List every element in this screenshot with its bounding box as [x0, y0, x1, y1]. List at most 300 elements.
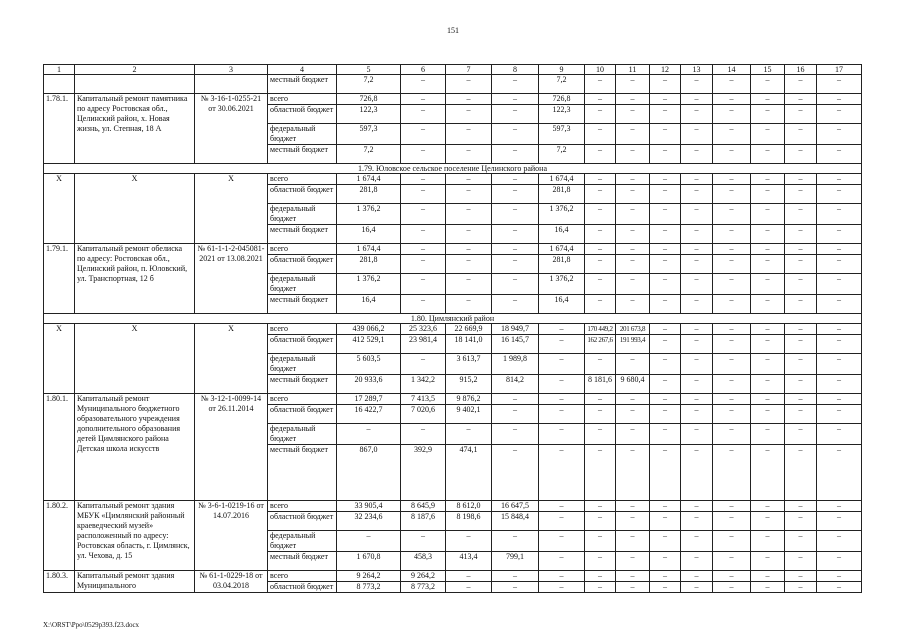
- value-cell: –: [650, 324, 681, 335]
- value-cell: –: [785, 324, 817, 335]
- page-number: 151: [447, 26, 459, 35]
- section-heading: 1.79. Юловское сельское поселение Целинского района: [44, 164, 862, 174]
- value-cell: –: [751, 394, 785, 405]
- value-cell: –: [492, 424, 539, 445]
- value-cell: –: [713, 204, 751, 225]
- value-cell: –: [446, 571, 492, 582]
- value-cell: 7 413,5: [401, 394, 446, 405]
- value-cell: –: [650, 512, 681, 531]
- row-id-cell: [44, 75, 75, 94]
- value-cell: 201 673,8: [616, 324, 650, 335]
- value-cell: –: [585, 582, 616, 593]
- value-cell: 122,3: [539, 105, 585, 124]
- value-cell: –: [785, 295, 817, 314]
- value-cell: –: [650, 394, 681, 405]
- col-header: 2: [75, 65, 195, 75]
- funding-source-cell: местный бюджет: [268, 445, 337, 501]
- value-cell: –: [713, 335, 751, 354]
- value-cell: –: [650, 531, 681, 552]
- value-cell: –: [817, 405, 862, 424]
- value-cell: –: [492, 105, 539, 124]
- value-cell: –: [681, 75, 713, 94]
- value-cell: –: [785, 552, 817, 571]
- value-cell: –: [616, 501, 650, 512]
- value-cell: 412 529,1: [337, 335, 401, 354]
- row-id-cell: 1.78.1.: [44, 94, 75, 164]
- value-cell: –: [713, 295, 751, 314]
- funding-source-cell: областной бюджет: [268, 582, 337, 593]
- value-cell: –: [616, 244, 650, 255]
- value-cell: –: [713, 445, 751, 501]
- value-cell: 5 603,5: [337, 354, 401, 375]
- value-cell: 7,2: [337, 145, 401, 164]
- value-cell: –: [650, 582, 681, 593]
- value-cell: –: [785, 274, 817, 295]
- value-cell: –: [616, 552, 650, 571]
- value-cell: –: [713, 424, 751, 445]
- value-cell: –: [401, 124, 446, 145]
- value-cell: –: [751, 255, 785, 274]
- col-header: 10: [585, 65, 616, 75]
- value-cell: –: [713, 571, 751, 582]
- value-cell: –: [785, 501, 817, 512]
- funding-source-cell: всего: [268, 244, 337, 255]
- value-cell: 15 848,4: [492, 512, 539, 531]
- value-cell: –: [585, 571, 616, 582]
- value-cell: –: [817, 145, 862, 164]
- value-cell: –: [713, 174, 751, 185]
- value-cell: –: [650, 405, 681, 424]
- value-cell: –: [616, 75, 650, 94]
- col-header: 3: [195, 65, 268, 75]
- value-cell: 1 674,4: [337, 244, 401, 255]
- value-cell: –: [751, 335, 785, 354]
- funding-source-cell: областной бюджет: [268, 335, 337, 354]
- value-cell: –: [539, 324, 585, 335]
- value-cell: –: [817, 324, 862, 335]
- value-cell: –: [751, 174, 785, 185]
- value-cell: –: [492, 174, 539, 185]
- col-header: 4: [268, 65, 337, 75]
- value-cell: –: [817, 571, 862, 582]
- value-cell: –: [751, 512, 785, 531]
- value-cell: 16 145,7: [492, 335, 539, 354]
- value-cell: –: [616, 145, 650, 164]
- value-cell: –: [751, 295, 785, 314]
- value-cell: –: [751, 105, 785, 124]
- col-header: 12: [650, 65, 681, 75]
- object-name-cell: Х: [75, 324, 195, 394]
- value-cell: –: [446, 145, 492, 164]
- table-row: [44, 244, 862, 255]
- value-cell: –: [585, 75, 616, 94]
- value-cell: 281,8: [539, 185, 585, 204]
- value-cell: –: [401, 244, 446, 255]
- value-cell: –: [681, 501, 713, 512]
- value-cell: –: [713, 105, 751, 124]
- value-cell: –: [616, 582, 650, 593]
- value-cell: –: [817, 124, 862, 145]
- value-cell: –: [650, 445, 681, 501]
- value-cell: –: [585, 552, 616, 571]
- document-cell: № 61-1-0229-18 от 03.04.2018: [195, 571, 268, 593]
- value-cell: –: [539, 582, 585, 593]
- value-cell: –: [446, 582, 492, 593]
- value-cell: –: [585, 501, 616, 512]
- value-cell: –: [713, 501, 751, 512]
- value-cell: 7,2: [337, 75, 401, 94]
- value-cell: –: [751, 75, 785, 94]
- value-cell: –: [337, 424, 401, 445]
- value-cell: –: [751, 445, 785, 501]
- value-cell: –: [492, 94, 539, 105]
- value-cell: –: [817, 105, 862, 124]
- budget-table: [43, 64, 862, 593]
- funding-source-cell: всего: [268, 94, 337, 105]
- value-cell: –: [492, 225, 539, 244]
- value-cell: 122,3: [337, 105, 401, 124]
- value-cell: –: [492, 582, 539, 593]
- value-cell: 8 645,9: [401, 501, 446, 512]
- funding-source-cell: местный бюджет: [268, 225, 337, 244]
- funding-source-cell: федеральный бюджет: [268, 204, 337, 225]
- value-cell: –: [817, 354, 862, 375]
- col-header: 9: [539, 65, 585, 75]
- value-cell: –: [785, 512, 817, 531]
- value-cell: 170 449,2: [585, 324, 616, 335]
- value-cell: –: [492, 255, 539, 274]
- value-cell: –: [785, 75, 817, 94]
- value-cell: –: [585, 354, 616, 375]
- value-cell: –: [585, 295, 616, 314]
- document-cell: [195, 75, 268, 94]
- value-cell: –: [681, 324, 713, 335]
- funding-source-cell: всего: [268, 174, 337, 185]
- value-cell: –: [713, 531, 751, 552]
- value-cell: –: [492, 185, 539, 204]
- value-cell: –: [817, 225, 862, 244]
- value-cell: –: [539, 405, 585, 424]
- value-cell: –: [446, 105, 492, 124]
- value-cell: –: [681, 94, 713, 105]
- value-cell: –: [751, 571, 785, 582]
- value-cell: –: [751, 225, 785, 244]
- value-cell: –: [650, 244, 681, 255]
- document-cell: № 61-1-1-2-045081-2021 от 13.08.2021: [195, 244, 268, 314]
- value-cell: –: [539, 424, 585, 445]
- funding-source-cell: всего: [268, 571, 337, 582]
- value-cell: –: [585, 255, 616, 274]
- value-cell: –: [539, 552, 585, 571]
- value-cell: –: [817, 531, 862, 552]
- value-cell: –: [585, 405, 616, 424]
- value-cell: –: [492, 531, 539, 552]
- value-cell: –: [751, 424, 785, 445]
- col-header: 7: [446, 65, 492, 75]
- value-cell: 8 187,6: [401, 512, 446, 531]
- value-cell: –: [713, 375, 751, 394]
- value-cell: 16,4: [539, 225, 585, 244]
- value-cell: –: [401, 145, 446, 164]
- value-cell: –: [492, 405, 539, 424]
- value-cell: 7,2: [539, 75, 585, 94]
- value-cell: –: [492, 295, 539, 314]
- value-cell: –: [681, 274, 713, 295]
- value-cell: 474,1: [446, 445, 492, 501]
- value-cell: –: [585, 274, 616, 295]
- value-cell: 18 141,0: [446, 335, 492, 354]
- value-cell: –: [616, 531, 650, 552]
- value-cell: 8 181,6: [585, 375, 616, 394]
- value-cell: 8 612,0: [446, 501, 492, 512]
- value-cell: –: [401, 225, 446, 244]
- value-cell: –: [650, 94, 681, 105]
- value-cell: –: [616, 571, 650, 582]
- value-cell: –: [751, 324, 785, 335]
- value-cell: –: [785, 531, 817, 552]
- funding-source-cell: местный бюджет: [268, 145, 337, 164]
- value-cell: –: [650, 424, 681, 445]
- row-id-cell: 1.80.1.: [44, 394, 75, 501]
- value-cell: 7,2: [539, 145, 585, 164]
- value-cell: –: [681, 571, 713, 582]
- value-cell: –: [817, 501, 862, 512]
- value-cell: –: [539, 394, 585, 405]
- value-cell: –: [585, 512, 616, 531]
- value-cell: –: [817, 512, 862, 531]
- funding-source-cell: областной бюджет: [268, 512, 337, 531]
- value-cell: –: [713, 324, 751, 335]
- value-cell: –: [785, 354, 817, 375]
- value-cell: –: [681, 145, 713, 164]
- table-row: [44, 324, 862, 335]
- table-row: [44, 174, 862, 185]
- value-cell: 20 933,6: [337, 375, 401, 394]
- col-header: 8: [492, 65, 539, 75]
- value-cell: –: [785, 335, 817, 354]
- value-cell: –: [539, 501, 585, 512]
- funding-source-cell: всего: [268, 501, 337, 512]
- value-cell: –: [616, 445, 650, 501]
- value-cell: –: [401, 94, 446, 105]
- value-cell: –: [650, 571, 681, 582]
- table-row: [44, 94, 862, 105]
- value-cell: –: [585, 204, 616, 225]
- value-cell: 9 680,4: [616, 375, 650, 394]
- value-cell: –: [446, 174, 492, 185]
- value-cell: –: [401, 295, 446, 314]
- value-cell: –: [713, 255, 751, 274]
- value-cell: –: [817, 552, 862, 571]
- value-cell: 458,3: [401, 552, 446, 571]
- row-id-cell: Х: [44, 324, 75, 394]
- col-header: 16: [785, 65, 817, 75]
- value-cell: –: [681, 354, 713, 375]
- funding-source-cell: областной бюджет: [268, 105, 337, 124]
- value-cell: 16,4: [337, 295, 401, 314]
- funding-source-cell: областной бюджет: [268, 185, 337, 204]
- value-cell: –: [650, 552, 681, 571]
- value-cell: –: [585, 105, 616, 124]
- value-cell: –: [492, 244, 539, 255]
- value-cell: –: [713, 75, 751, 94]
- value-cell: –: [785, 204, 817, 225]
- value-cell: –: [446, 274, 492, 295]
- funding-source-cell: федеральный бюджет: [268, 424, 337, 445]
- value-cell: 16,4: [539, 295, 585, 314]
- value-cell: –: [401, 274, 446, 295]
- value-cell: –: [751, 124, 785, 145]
- funding-source-cell: федеральный бюджет: [268, 124, 337, 145]
- value-cell: –: [681, 105, 713, 124]
- value-cell: 726,8: [539, 94, 585, 105]
- value-cell: 597,3: [539, 124, 585, 145]
- value-cell: –: [713, 512, 751, 531]
- value-cell: –: [681, 375, 713, 394]
- value-cell: –: [492, 145, 539, 164]
- value-cell: –: [401, 354, 446, 375]
- value-cell: –: [585, 124, 616, 145]
- value-cell: –: [785, 174, 817, 185]
- table-row: [44, 571, 862, 582]
- value-cell: 1 376,2: [337, 274, 401, 295]
- value-cell: –: [713, 145, 751, 164]
- value-cell: –: [681, 185, 713, 204]
- value-cell: 413,4: [446, 552, 492, 571]
- value-cell: –: [785, 394, 817, 405]
- funding-source-cell: федеральный бюджет: [268, 274, 337, 295]
- table-row: [44, 394, 862, 405]
- table-row: [44, 501, 862, 512]
- value-cell: –: [817, 445, 862, 501]
- value-cell: 9 402,1: [446, 405, 492, 424]
- value-cell: –: [713, 94, 751, 105]
- value-cell: –: [751, 552, 785, 571]
- funding-source-cell: всего: [268, 394, 337, 405]
- value-cell: –: [681, 204, 713, 225]
- document-cell: № 3-6-1-0219-16 от 14.07.2016: [195, 501, 268, 571]
- value-cell: 799,1: [492, 552, 539, 571]
- value-cell: –: [492, 274, 539, 295]
- value-cell: –: [650, 145, 681, 164]
- value-cell: –: [616, 204, 650, 225]
- value-cell: 17 289,7: [337, 394, 401, 405]
- value-cell: –: [539, 512, 585, 531]
- value-cell: 9 264,2: [401, 571, 446, 582]
- value-cell: –: [681, 225, 713, 244]
- value-cell: –: [751, 274, 785, 295]
- value-cell: –: [585, 145, 616, 164]
- value-cell: 1 670,8: [337, 552, 401, 571]
- value-cell: 25 323,6: [401, 324, 446, 335]
- value-cell: –: [751, 94, 785, 105]
- value-cell: –: [681, 405, 713, 424]
- value-cell: 22 669,9: [446, 324, 492, 335]
- object-name-cell: [75, 75, 195, 94]
- value-cell: –: [616, 424, 650, 445]
- value-cell: –: [401, 105, 446, 124]
- value-cell: –: [681, 124, 713, 145]
- value-cell: –: [650, 501, 681, 512]
- value-cell: –: [492, 571, 539, 582]
- value-cell: –: [585, 94, 616, 105]
- value-cell: –: [785, 105, 817, 124]
- value-cell: 8 773,2: [337, 582, 401, 593]
- value-cell: –: [446, 225, 492, 244]
- row-id-cell: 1.80.3.: [44, 571, 75, 593]
- row-id-cell: Х: [44, 174, 75, 244]
- value-cell: 8 773,2: [401, 582, 446, 593]
- value-cell: –: [650, 185, 681, 204]
- value-cell: –: [785, 405, 817, 424]
- value-cell: –: [585, 225, 616, 244]
- value-cell: –: [817, 94, 862, 105]
- document-cell: Х: [195, 174, 268, 244]
- value-cell: –: [817, 274, 862, 295]
- value-cell: –: [492, 124, 539, 145]
- value-cell: –: [585, 531, 616, 552]
- value-cell: –: [785, 124, 817, 145]
- object-name-cell: Капитальный ремонт обелиска по адресу: Ростовская обл., Целинский район, п. Юловский, ул. Транспортная, 12 б: [75, 244, 195, 314]
- value-cell: –: [650, 274, 681, 295]
- value-cell: –: [817, 185, 862, 204]
- value-cell: –: [785, 225, 817, 244]
- col-header: 14: [713, 65, 751, 75]
- value-cell: –: [817, 335, 862, 354]
- value-cell: –: [817, 424, 862, 445]
- value-cell: 1 674,4: [539, 244, 585, 255]
- col-header: 17: [817, 65, 862, 75]
- value-cell: 1 376,2: [337, 204, 401, 225]
- value-cell: 9 876,2: [446, 394, 492, 405]
- value-cell: 1 989,8: [492, 354, 539, 375]
- funding-source-cell: областной бюджет: [268, 405, 337, 424]
- value-cell: –: [681, 512, 713, 531]
- value-cell: –: [650, 225, 681, 244]
- value-cell: –: [401, 185, 446, 204]
- value-cell: –: [785, 255, 817, 274]
- value-cell: –: [539, 375, 585, 394]
- value-cell: –: [650, 335, 681, 354]
- value-cell: 191 993,4: [616, 335, 650, 354]
- col-header: 11: [616, 65, 650, 75]
- value-cell: –: [616, 394, 650, 405]
- value-cell: –: [539, 571, 585, 582]
- document-cell: № 3-12-1-0099-14 от 26.11.2014: [195, 394, 268, 501]
- value-cell: 8 198,6: [446, 512, 492, 531]
- section-row: [44, 164, 862, 174]
- value-cell: 162 267,6: [585, 335, 616, 354]
- value-cell: –: [681, 552, 713, 571]
- value-cell: –: [817, 255, 862, 274]
- funding-source-cell: местный бюджет: [268, 295, 337, 314]
- value-cell: –: [585, 185, 616, 204]
- value-cell: –: [616, 512, 650, 531]
- value-cell: –: [650, 105, 681, 124]
- object-name-cell: Капитальный ремонт Муниципального бюджетного образовательного учреждения дополнительного образования детей Цимлянского района Детская школа искусств: [75, 394, 195, 501]
- value-cell: –: [681, 445, 713, 501]
- value-cell: –: [650, 354, 681, 375]
- value-cell: –: [446, 295, 492, 314]
- value-cell: –: [492, 445, 539, 501]
- value-cell: –: [616, 354, 650, 375]
- value-cell: 9 264,2: [337, 571, 401, 582]
- value-cell: –: [751, 354, 785, 375]
- value-cell: –: [616, 274, 650, 295]
- value-cell: 16 647,5: [492, 501, 539, 512]
- document-cell: № 3-16-1-0255-21 от 30.06.2021: [195, 94, 268, 164]
- file-path-footer: X:\ORST\Ppo\0529p393.f23.docx: [43, 621, 140, 629]
